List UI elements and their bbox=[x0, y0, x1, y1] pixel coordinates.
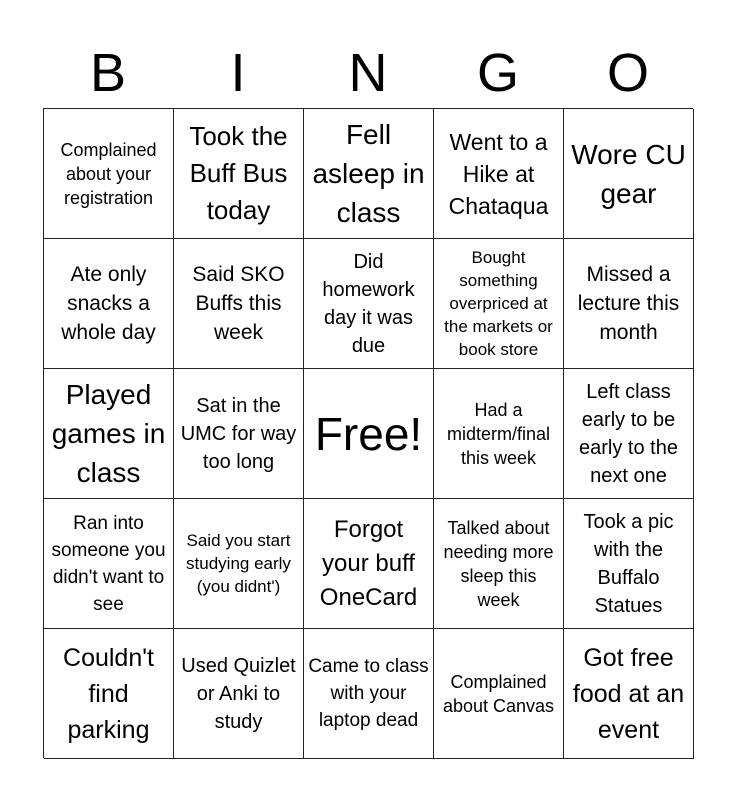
free-space-text: Free! bbox=[314, 407, 423, 460]
bingo-cell-text: Took a pic with the Buffalo Statues bbox=[583, 510, 674, 617]
bingo-cell-text: Went to a Hike at Chataqua bbox=[448, 128, 549, 219]
bingo-cell[interactable] bbox=[44, 629, 174, 759]
bingo-cell[interactable] bbox=[304, 109, 434, 239]
bingo-cell[interactable] bbox=[304, 629, 434, 759]
bingo-cell-free[interactable] bbox=[304, 369, 434, 499]
bingo-cell-text: Did homework day it was due bbox=[322, 250, 415, 357]
bingo-cell[interactable] bbox=[434, 369, 564, 499]
bingo-cell-text: Sat in the UMC for way too long bbox=[180, 394, 297, 473]
bingo-cell-text: Got free food at an event bbox=[572, 643, 685, 744]
bingo-cell[interactable] bbox=[434, 499, 564, 629]
bingo-cell-text: Said SKO Buffs this week bbox=[192, 263, 285, 344]
bingo-cell[interactable] bbox=[304, 239, 434, 369]
bingo-cell[interactable] bbox=[44, 369, 174, 499]
bingo-header bbox=[43, 38, 693, 108]
bingo-cell-text: Couldn't find parking bbox=[63, 643, 154, 744]
bingo-cell[interactable] bbox=[44, 499, 174, 629]
bingo-cell-text: Said you start studying early (you didnt') bbox=[186, 531, 291, 596]
bingo-cell-text: Had a midterm/final this week bbox=[446, 399, 551, 468]
bingo-cell[interactable] bbox=[174, 629, 304, 759]
header-letter-n: N bbox=[348, 43, 388, 103]
bingo-cell-text: Came to class with your laptop dead bbox=[308, 656, 429, 731]
bingo-cell[interactable] bbox=[564, 499, 694, 629]
bingo-cell-text: Complained about your registration bbox=[60, 139, 157, 208]
header-letter-g: G bbox=[476, 43, 519, 103]
bingo-cell[interactable] bbox=[44, 109, 174, 239]
bingo-cell-text: Took the Buff Bus today bbox=[189, 121, 288, 225]
header-letter-o: O bbox=[606, 43, 649, 103]
bingo-cell[interactable] bbox=[564, 239, 694, 369]
bingo-cell[interactable] bbox=[434, 109, 564, 239]
bingo-cell-text: Missed a lecture this month bbox=[577, 263, 680, 344]
bingo-cell[interactable] bbox=[304, 499, 434, 629]
bingo-cell-text: Ran into someone you didn't want to see bbox=[51, 512, 166, 615]
bingo-cell-text: Used Quizlet or Anki to study bbox=[181, 654, 296, 733]
bingo-cell-text: Complained about Canvas bbox=[442, 671, 555, 716]
bingo-card-grid bbox=[43, 108, 693, 758]
bingo-cell-text: Wore CU gear bbox=[571, 138, 686, 209]
bingo-cell-text: Ate only snacks a whole day bbox=[61, 263, 156, 344]
bingo-cell[interactable] bbox=[174, 369, 304, 499]
bingo-cell[interactable] bbox=[564, 369, 694, 499]
bingo-cell[interactable] bbox=[44, 239, 174, 369]
bingo-cell-text: Played games in class bbox=[51, 379, 166, 488]
bingo-cell[interactable] bbox=[174, 499, 304, 629]
bingo-cell-text: Talked about needing more sleep this week bbox=[443, 517, 554, 610]
header-letter-b: B bbox=[89, 43, 127, 103]
header-letter-i: I bbox=[230, 43, 246, 103]
bingo-cell[interactable] bbox=[434, 239, 564, 369]
bingo-cell[interactable] bbox=[564, 109, 694, 239]
bingo-cell-text: Bought something overpriced at the markets or book store bbox=[444, 248, 553, 359]
bingo-cell[interactable] bbox=[174, 109, 304, 239]
bingo-cell-text: Forgot your buff OneCard bbox=[319, 515, 418, 611]
bingo-cell-text: Left class early to be early to the next one bbox=[579, 380, 678, 487]
bingo-cell[interactable] bbox=[174, 239, 304, 369]
bingo-cell-text: Fell asleep in class bbox=[312, 119, 425, 228]
bingo-cell[interactable] bbox=[564, 629, 694, 759]
bingo-cell[interactable] bbox=[434, 629, 564, 759]
